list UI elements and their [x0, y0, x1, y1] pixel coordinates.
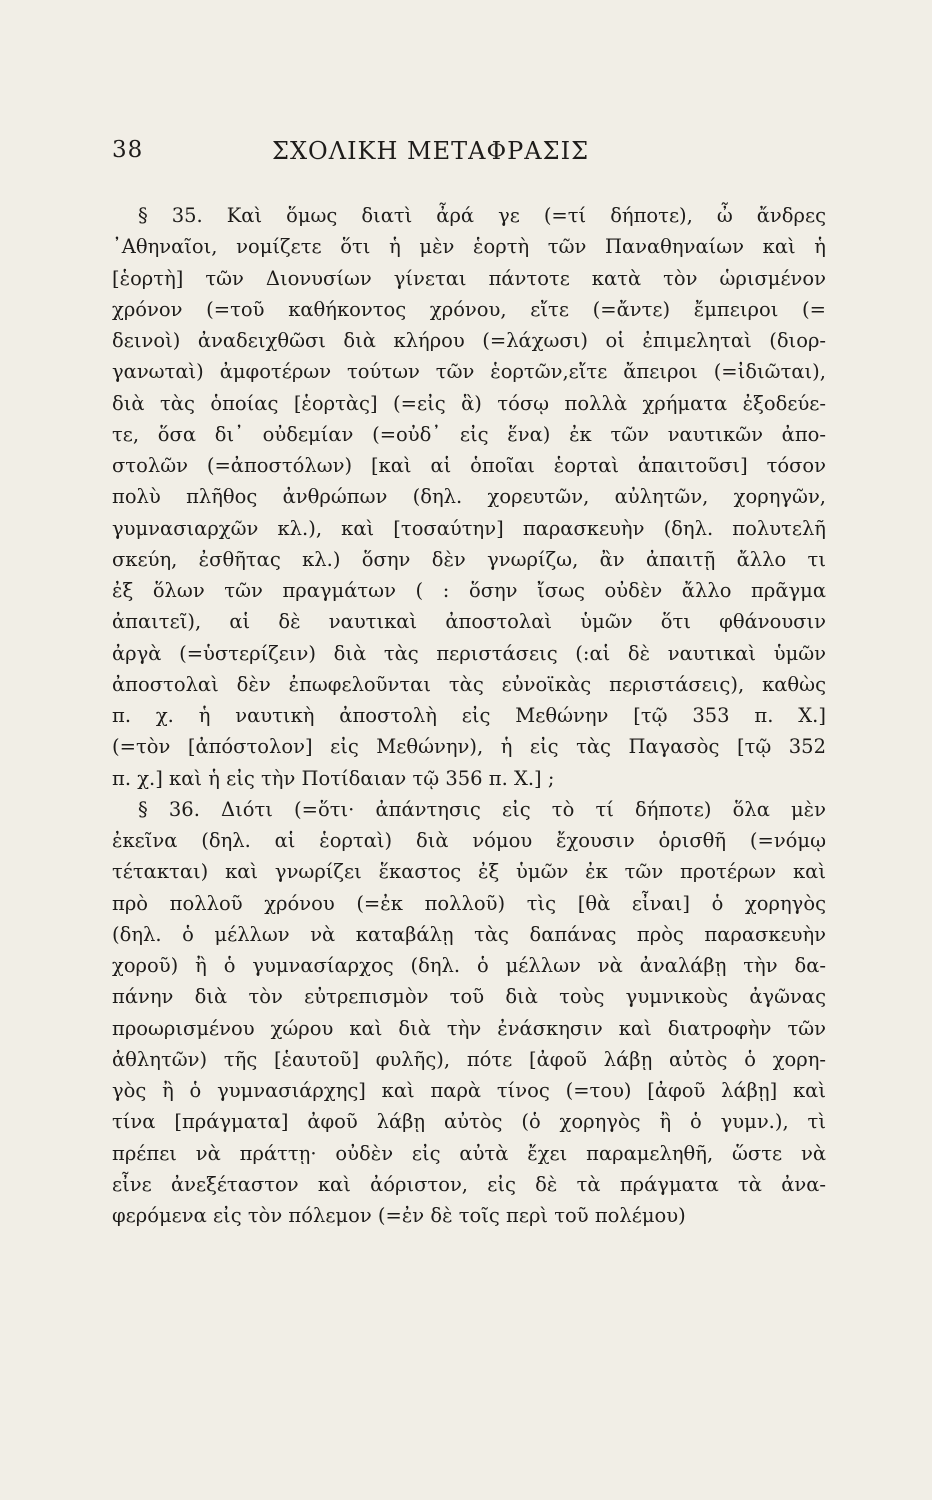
- text-line: τε, ὅσα δι᾿ οὐδεμίαν (=οὐδ᾿ εἰς ἕνα) ἐκ τῶν ναυτικῶν ἀπο-: [112, 422, 826, 446]
- text-line: εἶνε ἀνεξέταστον καὶ ἀόριστον, εἰς δὲ τὰ πράγματα τὰ ἀνα-: [112, 1172, 826, 1196]
- text-line: σκεύη, ἐσθῆτας κλ.) ὅσην δὲν γνωρίζω, ἂν ἀπαιτῇ ἄλλο τι: [112, 547, 826, 571]
- page-number: 38: [112, 137, 144, 163]
- text-line: διὰ τὰς ὁποίας [ἑορτὰς] (=εἰς ἃ) τόσῳ πολλὰ χρήματα ἐξοδεύε-: [112, 391, 826, 415]
- text-line: § 36. Διότι (=ὅτι· ἀπάντησις εἰς τὸ τί δήποτε) ὅλα μὲν: [138, 797, 826, 821]
- text-line: ἀποστολαὶ δὲν ἐπωφελοῦνται τὰς εὐνοϊκὰς περιστάσεις), καθὼς: [112, 672, 826, 696]
- text-line: ἐκεῖνα (δηλ. αἱ ἑορταὶ) διὰ νόμου ἔχουσιν ὁρισθῆ (=νόμῳ: [112, 829, 826, 852]
- text-line: τίνα [πράγματα] ἀφοῦ λάβῃ αὐτὸς (ὁ χορηγὸς ἢ ὁ γυμν.), τὶ: [112, 1110, 826, 1134]
- text-line: στολῶν (=ἀποστόλων) [καὶ αἱ ὁποῖαι ἑορταὶ ἀπαιτοῦσι] τόσον: [112, 454, 826, 477]
- text-line: π. χ.] καὶ ἡ εἰς τὴν Ποτίδαιαν τῷ 356 π. Χ.] ;: [112, 766, 555, 790]
- running-title: ΣΧΟΛΙΚΗ ΜΕΤΑΦΡΑΣΙΣ: [272, 137, 590, 165]
- text-line: ἐξ ὅλων τῶν πραγμάτων ( : ὅσην ἴσως οὐδὲν ἄλλο πρᾶγμα: [112, 579, 826, 602]
- text-line: (δηλ. ὁ μέλλων νὰ καταβάλῃ τὰς δαπάνας πρὸς παρασκευὴν: [112, 922, 826, 946]
- text-line: φερόμενα εἰς τὸν πόλεμον (=ἐν δὲ τοῖς περὶ τοῦ πολέμου): [112, 1204, 686, 1227]
- text-line: προωρισμένου χώρου καὶ διὰ τὴν ἐνάσκησιν καὶ διατροφὴν τῶν: [112, 1016, 826, 1040]
- text-line: γυμνασιαρχῶν κλ.), καὶ [τοσαύτην] παρασκευὴν (δηλ. πολυτελῆ: [112, 516, 826, 540]
- text-line: [ἑορτὴ] τῶν Διονυσίων γίνεται πάντοτε κατὰ τὸν ὡρισμένον: [112, 266, 826, 290]
- text-line: ᾿Αθηναῖοι, νομίζετε ὅτι ἡ μὲν ἑορτὴ τῶν Παναθηναίων καὶ ἡ: [112, 235, 826, 259]
- text-line: πρέπει νὰ πράττῃ· οὐδὲν εἰς αὐτὰ ἔχει παραμεληθῆ, ὥστε νὰ: [112, 1141, 826, 1165]
- text-line: χρόνον (=τοῦ καθήκοντος χρόνου, εἴτε (=ἄντε) ἔμπειροι (=: [112, 297, 826, 321]
- text-line: (=τὸν [ἀπόστολον] εἰς Μεθώνην), ἡ εἰς τὰς Παγασὸς [τῷ 352: [112, 735, 826, 759]
- text-line: πάνην διὰ τὸν εὐτρεπισμὸν τοῦ διὰ τοὺς γυμνικοὺς ἀγῶνας: [112, 985, 826, 1009]
- text-line: § 35. Καὶ ὅμως διατὶ ἆρά γε (=τί δήποτε), ὦ ἄνδρες: [138, 204, 826, 227]
- text-line: γανωταὶ) ἀμφοτέρων τούτων τῶν ἑορτῶν,εἴτε ἄπειροι (=ἰδιῶται),: [112, 360, 826, 384]
- text-line: ἀργὰ (=ὑστερίζειν) διὰ τὰς περιστάσεις (:αἱ δὲ ναυτικαὶ ὑμῶν: [112, 641, 826, 665]
- body-text: [112, 200, 826, 1231]
- text-line: ἀπαιτεῖ), αἱ δὲ ναυτικαὶ ἀποστολαὶ ὑμῶν ὅτι φθάνουσιν: [112, 610, 826, 634]
- text-line: χοροῦ) ἢ ὁ γυμνασίαρχος (δηλ. ὁ μέλλων νὰ ἀναλάβῃ τὴν δα-: [112, 954, 826, 977]
- text-line: τέτακται) καὶ γνωρίζει ἕκαστος ἐξ ὑμῶν ἐκ τῶν προτέρων καὶ: [112, 860, 826, 884]
- text-line: π. χ. ἡ ναυτικὴ ἀποστολὴ εἰς Μεθώνην [τῷ 353 π. Χ.]: [112, 704, 826, 727]
- text-line: δεινοὶ) ἀναδειχθῶσι διὰ κλήρου (=λάχωσι) οἱ ἐπιμεληταὶ (διορ-: [112, 329, 826, 352]
- text-line: γὸς ἢ ὁ γυμνασιάρχης] καὶ παρὰ τίνος (=του) [ἀφοῦ λάβῃ] καὶ: [112, 1079, 826, 1102]
- text-line: πολὺ πλῆθος ἀνθρώπων (δηλ. χορευτῶν, αὐλητῶν, χορηγῶν,: [112, 485, 826, 509]
- text-line: ἀθλητῶν) τῆς [ἑαυτοῦ] φυλῆς), πότε [ἀφοῦ λάβῃ αὐτὸς ὁ χορη-: [112, 1047, 826, 1071]
- text-line: πρὸ πολλοῦ χρόνου (=ἐκ πολλοῦ) τὶς [θὰ εἶναι] ὁ χορηγὸς: [112, 891, 826, 915]
- running-head: [112, 137, 824, 177]
